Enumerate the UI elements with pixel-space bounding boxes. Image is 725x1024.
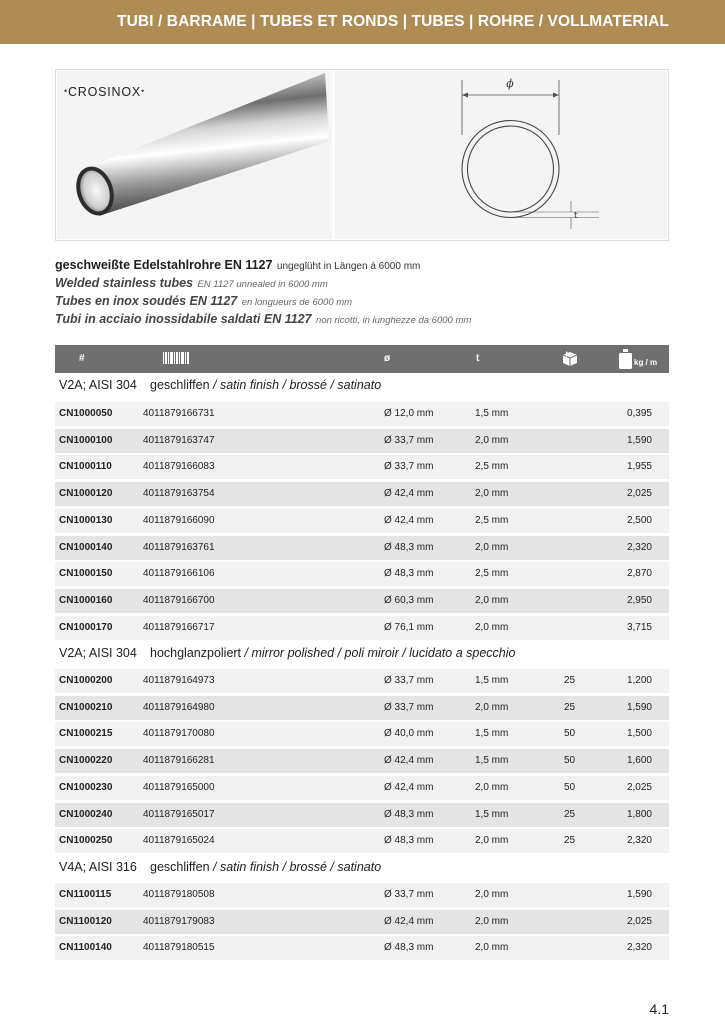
thickness-value: 2,0 mm [475,594,509,606]
weight-per-meter: 3,715 [626,621,652,633]
weight-per-meter: 2,025 [626,488,652,500]
table-row [55,696,669,720]
thickness-value: 2,5 mm [475,461,509,473]
table-row [55,883,669,907]
weight-per-meter: 2,320 [626,942,652,954]
product-code: CN1000220 [59,755,113,767]
product-code: CN1000215 [59,728,113,740]
desc-en-sub: EN 1127 unnealed in 6000 mm [197,279,328,290]
page-number: 4.1 [649,1001,669,1017]
diameter-value: Ø 33,7 mm [384,461,434,473]
desc-it-title: Tubi in acciaio inossidabile saldati EN 1127 [55,312,312,326]
pack-quantity: 25 [564,808,576,820]
tube-photo [57,71,332,239]
ean-barcode: 4011879166083 [143,461,215,473]
section-grade: V2A; AISI 304 [59,646,137,660]
pack-quantity: 50 [564,728,576,740]
table-row [55,616,669,640]
ean-barcode: 4011879180515 [143,942,215,954]
pack-quantity: 25 [564,701,576,713]
weight-per-meter: 2,320 [626,835,652,847]
desc-de-sub: ungeglüht in Längen á 6000 mm [276,261,421,272]
weight-per-meter: 2,950 [626,594,652,606]
ean-barcode: 4011879180508 [143,889,215,900]
thickness-value: 1,5 mm [475,755,509,767]
product-code: CN1000110 [59,461,112,473]
table-row [55,669,669,693]
col-header-diameter: ø [384,353,391,364]
weight-per-meter: 1,590 [626,701,652,713]
col-header-weight-unit: kg / m [634,358,658,367]
product-code: CN1000120 [59,488,113,500]
thickness-value: 2,5 mm [475,514,509,526]
diameter-value: Ø 42,4 mm [384,514,434,526]
diameter-value: Ø 33,7 mm [384,701,434,713]
diameter-value: Ø 42,4 mm [384,781,434,793]
table-row [55,455,669,479]
product-code: CN1100120 [59,915,112,927]
product-code: CN1100140 [59,942,112,954]
ean-barcode: 4011879166281 [143,755,215,767]
table-row [55,589,669,613]
ean-barcode: 4011879164980 [143,701,215,713]
product-code: CN1000140 [59,541,113,553]
ean-barcode: 4011879165000 [143,781,215,793]
tube-cross-section-drawing [335,71,667,239]
weight-per-meter: 1,955 [626,461,652,473]
thickness-value: 2,0 mm [475,541,509,553]
ean-barcode: 4011879163754 [143,488,215,500]
diameter-value: Ø 12,0 mm [384,408,434,419]
desc-fr-title: Tubes en inox soudés EN 1127 [55,294,238,308]
product-code: CN1000200 [59,675,113,686]
product-code: CN1100115 [59,889,112,900]
thickness-value: 1,5 mm [475,728,509,740]
diameter-value: Ø 48,3 mm [384,568,434,580]
ean-barcode: 4011879179083 [143,915,215,927]
weight-icon [619,349,632,369]
product-code: CN1000160 [59,594,113,606]
ean-barcode: 4011879165017 [143,808,215,820]
header-bar [0,0,725,44]
thickness-value: 2,0 mm [475,889,509,900]
ean-barcode: 4011879166090 [143,514,215,526]
ean-barcode: 4011879170080 [143,728,215,740]
section-finish: geschliffen / satin finish / brossé / satinato [150,860,382,874]
thickness-value: 2,5 mm [475,568,509,580]
weight-per-meter: 2,025 [626,915,652,927]
page-header-title: TUBI / BARRAME | TUBES ET RONDS | TUBES | ROHRE / VOLLMATERIAL [117,13,669,30]
table-row [55,402,669,426]
diameter-value: Ø 33,7 mm [384,675,434,686]
weight-per-meter: 1,590 [626,889,652,900]
table-row [55,722,669,746]
ean-barcode: 4011879166106 [143,568,215,580]
desc-it-sub: non ricotti, in lunghezze da 6000 mm [316,315,472,326]
col-header-code: # [79,353,85,364]
section-header [55,373,669,399]
table-row [55,509,669,533]
diameter-value: Ø 48,3 mm [384,835,434,847]
table-header [55,345,669,373]
weight-per-meter: 1,200 [626,675,652,686]
weight-per-meter: 1,500 [626,728,652,740]
pack-quantity: 50 [564,781,576,793]
thickness-value: 2,0 mm [475,781,509,793]
diameter-value: Ø 40,0 mm [384,728,434,740]
product-code: CN1000100 [59,434,113,446]
weight-column-header [619,349,658,372]
diameter-value: Ø 48,3 mm [384,541,434,553]
weight-per-meter: 1,590 [626,434,652,446]
ean-barcode: 4011879165024 [143,835,215,847]
section-header [55,641,669,667]
table-row [55,482,669,506]
table-row [55,829,669,853]
section-grade: V4A; AISI 316 [59,860,137,874]
thickness-value: 1,5 mm [475,675,509,686]
thickness-value: 2,0 mm [475,488,509,500]
product-code: CN1000250 [59,835,113,847]
weight-per-meter: 2,025 [626,781,652,793]
diameter-value: Ø 33,7 mm [384,889,434,900]
table-row [55,536,669,560]
diameter-value: Ø 48,3 mm [384,942,434,954]
ean-barcode: 4011879164973 [143,675,215,686]
product-image-box [55,69,669,241]
product-code: CN1000170 [59,621,113,633]
diameter-value: Ø 60,3 mm [384,594,434,606]
thickness-value: 2,0 mm [475,835,509,847]
table-row [55,936,669,960]
section-finish: hochglanzpoliert / mirror polished / poli miroir / lucidato a specchio [150,646,516,660]
ean-barcode: 4011879166700 [143,594,215,606]
diameter-symbol: ϕ [506,77,514,90]
product-code: CN1000210 [59,701,113,713]
desc-de-title: geschweißte Edelstahlrohre EN 1127 [55,258,273,272]
table-row [55,803,669,827]
diameter-value: Ø 42,4 mm [384,755,434,767]
pack-quantity: 25 [564,835,576,847]
product-code: CN1000130 [59,514,113,526]
desc-en-title: Welded stainless tubes [55,276,194,290]
product-description [55,256,675,328]
ean-barcode: 4011879163747 [143,434,215,446]
product-code: CN1000230 [59,781,113,793]
ean-barcode: 4011879163761 [143,541,215,553]
tube-illustration [57,71,332,239]
section-header [55,855,669,881]
crosinox-logo: •CROSINOX• [64,85,145,99]
table-row [55,562,669,586]
pack-quantity: 25 [564,675,576,686]
weight-per-meter: 1,800 [626,808,652,820]
thickness-symbol: t [574,211,578,221]
thickness-value: 2,0 mm [475,701,509,713]
pack-quantity: 50 [564,755,576,767]
ean-barcode: 4011879166717 [143,621,215,633]
weight-per-meter: 0,395 [626,408,652,419]
ean-barcode: 4011879166731 [143,408,215,419]
section-finish: geschliffen / satin finish / brossé / satinato [150,378,382,392]
product-code: CN1000240 [59,808,113,820]
product-code: CN1000050 [59,408,113,419]
diameter-value: Ø 76,1 mm [384,621,434,633]
weight-per-meter: 1,600 [626,755,652,767]
thickness-value: 2,0 mm [475,942,509,954]
diameter-value: Ø 42,4 mm [384,488,434,500]
table-row [55,776,669,800]
box-icon [561,350,579,371]
thickness-value: 1,5 mm [475,408,509,419]
barcode-icon [163,352,189,367]
weight-per-meter: 2,320 [626,541,652,553]
diameter-value: Ø 33,7 mm [384,434,434,446]
table-row [55,910,669,934]
weight-per-meter: 2,500 [626,514,652,526]
table-row [55,749,669,773]
thickness-value: 2,0 mm [475,915,509,927]
thickness-value: 1,5 mm [475,808,509,820]
diameter-value: Ø 48,3 mm [384,808,434,820]
weight-per-meter: 2,870 [626,568,652,580]
col-header-thickness: t [476,353,480,364]
product-code: CN1000150 [59,568,113,580]
desc-fr-sub: en longueurs de 6000 mm [241,297,353,308]
table-row [55,429,669,453]
section-grade: V2A; AISI 304 [59,378,137,392]
thickness-value: 2,0 mm [475,434,509,446]
thickness-value: 2,0 mm [475,621,509,633]
diameter-value: Ø 42,4 mm [384,915,434,927]
